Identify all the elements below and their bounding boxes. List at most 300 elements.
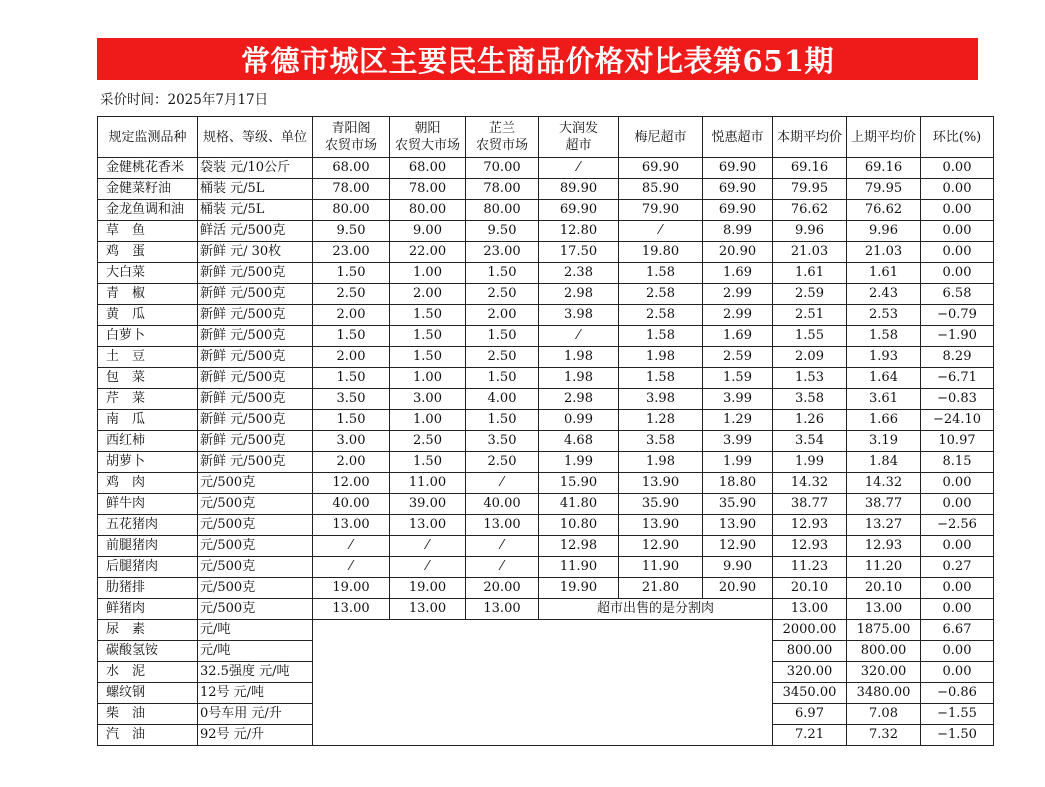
table-row <box>98 473 994 494</box>
price-cell: 2.98 <box>539 284 619 305</box>
price-cell: 3.50 <box>466 431 539 452</box>
price-cell: ⁄ <box>619 221 703 242</box>
item-name: 水 泥 <box>98 662 198 683</box>
item-spec: 鲜活 元/500克 <box>198 221 313 242</box>
table-row <box>98 242 994 263</box>
price-cell: 1.50 <box>390 305 466 326</box>
price-cell: 9.90 <box>703 557 773 578</box>
price-cell: 1.50 <box>466 410 539 431</box>
price-cell: 10.80 <box>539 515 619 536</box>
avg-now-cell: 320.00 <box>773 662 847 683</box>
item-name: 南 瓜 <box>98 410 198 431</box>
avg-now-cell: 20.10 <box>773 578 847 599</box>
price-cell: ⁄ <box>313 557 390 578</box>
header-spec: 规格、等级、单位 <box>198 117 313 158</box>
price-cell: 1.69 <box>703 326 773 347</box>
item-spec: 元/500克 <box>198 515 313 536</box>
price-cell: 2.58 <box>619 305 703 326</box>
avg-prev-cell: 2.53 <box>847 305 921 326</box>
item-name: 肋猪排 <box>98 578 198 599</box>
item-spec: 新鲜 元/500克 <box>198 326 313 347</box>
price-cell: 13.00 <box>466 599 539 620</box>
item-spec: 桶装 元/5L <box>198 179 313 200</box>
item-name: 草 鱼 <box>98 221 198 242</box>
header-qingyangge: 青阳阁 农贸市场 <box>313 117 390 158</box>
avg-prev-cell: 20.10 <box>847 578 921 599</box>
price-cell: 11.90 <box>619 557 703 578</box>
avg-now-cell: 9.96 <box>773 221 847 242</box>
item-name: 后腿猪肉 <box>98 557 198 578</box>
avg-prev-cell: 3.61 <box>847 389 921 410</box>
price-cell: 40.00 <box>466 494 539 515</box>
price-cell: 12.80 <box>539 221 619 242</box>
table-row <box>98 599 994 620</box>
price-cell: 1.58 <box>619 326 703 347</box>
price-cell: 1.98 <box>619 452 703 473</box>
avg-now-cell: 1.53 <box>773 368 847 389</box>
table-row <box>98 410 994 431</box>
table-row <box>98 620 994 641</box>
price-cell: 1.99 <box>539 452 619 473</box>
price-cell: 20.00 <box>466 578 539 599</box>
avg-prev-cell: 7.32 <box>847 725 921 746</box>
price-cell: 80.00 <box>390 200 466 221</box>
item-spec: 元/吨 <box>198 620 313 641</box>
item-name: 鸡 蛋 <box>98 242 198 263</box>
price-cell: 1.00 <box>390 263 466 284</box>
price-cell: 12.90 <box>619 536 703 557</box>
item-name: 黄 瓜 <box>98 305 198 326</box>
table-row <box>98 284 994 305</box>
table-row <box>98 578 994 599</box>
price-cell: 3.98 <box>619 389 703 410</box>
empty-market-block <box>313 620 773 746</box>
table-row <box>98 431 994 452</box>
price-cell: 11.00 <box>390 473 466 494</box>
change-cell: 0.00 <box>921 662 994 683</box>
avg-now-cell: 6.97 <box>773 704 847 725</box>
change-cell: 0.00 <box>921 599 994 620</box>
price-cell: ⁄ <box>539 158 619 179</box>
table-row <box>98 326 994 347</box>
price-cell: 19.80 <box>619 242 703 263</box>
price-cell: 2.00 <box>390 284 466 305</box>
price-cell: 78.00 <box>466 179 539 200</box>
price-cell: 3.50 <box>313 389 390 410</box>
table-row <box>98 263 994 284</box>
report-title-banner <box>97 38 978 80</box>
avg-prev-cell: 13.00 <box>847 599 921 620</box>
table-row <box>98 557 994 578</box>
price-cell: 19.00 <box>313 578 390 599</box>
price-cell: 2.50 <box>390 431 466 452</box>
price-cell: 4.68 <box>539 431 619 452</box>
price-cell: 23.00 <box>466 242 539 263</box>
item-name: 汽 油 <box>98 725 198 746</box>
table-row <box>98 179 994 200</box>
avg-now-cell: 21.03 <box>773 242 847 263</box>
item-spec: 元/500克 <box>198 536 313 557</box>
item-spec: 元/吨 <box>198 641 313 662</box>
price-cell: 18.80 <box>703 473 773 494</box>
avg-now-cell: 38.77 <box>773 494 847 515</box>
price-cell: 1.99 <box>703 452 773 473</box>
avg-now-cell: 11.23 <box>773 557 847 578</box>
item-spec: 新鲜 元/ 30枚 <box>198 242 313 263</box>
price-cell: 1.50 <box>313 410 390 431</box>
price-cell: 13.00 <box>390 599 466 620</box>
item-name: 鸡 肉 <box>98 473 198 494</box>
price-cell: 78.00 <box>313 179 390 200</box>
price-cell: 1.29 <box>703 410 773 431</box>
avg-prev-cell: 1.58 <box>847 326 921 347</box>
change-cell: 0.00 <box>921 473 994 494</box>
price-cell: 13.00 <box>390 515 466 536</box>
price-cell: 3.00 <box>313 431 390 452</box>
price-cell: ⁄ <box>466 536 539 557</box>
price-cell: 13.90 <box>703 515 773 536</box>
price-cell: 1.98 <box>619 347 703 368</box>
table-row <box>98 158 994 179</box>
price-cell: 2.50 <box>466 347 539 368</box>
item-spec: 元/500克 <box>198 578 313 599</box>
price-cell: 69.90 <box>539 200 619 221</box>
item-name: 碳酸氢铵 <box>98 641 198 662</box>
item-spec: 桶装 元/5L <box>198 200 313 221</box>
price-cell: 1.28 <box>619 410 703 431</box>
price-cell: 2.00 <box>466 305 539 326</box>
change-cell: 0.00 <box>921 200 994 221</box>
item-name: 青 椒 <box>98 284 198 305</box>
price-cell: 11.90 <box>539 557 619 578</box>
item-name: 五花猪肉 <box>98 515 198 536</box>
price-cell: 9.50 <box>466 221 539 242</box>
header-darunfa: 大润发 超市 <box>539 117 619 158</box>
item-name: 大白菜 <box>98 263 198 284</box>
change-cell: 8.29 <box>921 347 994 368</box>
price-cell: 1.50 <box>313 368 390 389</box>
price-cell: ⁄ <box>390 557 466 578</box>
avg-prev-cell: 7.08 <box>847 704 921 725</box>
change-cell: 0.27 <box>921 557 994 578</box>
item-name: 土 豆 <box>98 347 198 368</box>
avg-now-cell: 1.99 <box>773 452 847 473</box>
price-cell: 1.59 <box>703 368 773 389</box>
avg-prev-cell: 12.93 <box>847 536 921 557</box>
price-cell: 22.00 <box>390 242 466 263</box>
item-spec: 12号 元/吨 <box>198 683 313 704</box>
price-cell: 39.00 <box>390 494 466 515</box>
header-change: 环比(%) <box>921 117 994 158</box>
item-name: 金健桃花香米 <box>98 158 198 179</box>
price-cell: 1.50 <box>466 263 539 284</box>
item-name: 芹 菜 <box>98 389 198 410</box>
item-spec: 新鲜 元/500克 <box>198 347 313 368</box>
price-cell: 2.99 <box>703 305 773 326</box>
price-cell: 2.38 <box>539 263 619 284</box>
price-cell: 69.90 <box>703 158 773 179</box>
table-row <box>98 389 994 410</box>
avg-prev-cell: 1.93 <box>847 347 921 368</box>
price-cell: ⁄ <box>466 473 539 494</box>
avg-now-cell: 13.00 <box>773 599 847 620</box>
price-cell: 23.00 <box>313 242 390 263</box>
table-row <box>98 515 994 536</box>
price-cell: 19.90 <box>539 578 619 599</box>
header-avg-prev: 上期平均价 <box>847 117 921 158</box>
price-cell: 80.00 <box>313 200 390 221</box>
price-cell: 1.50 <box>466 368 539 389</box>
change-cell: −1.90 <box>921 326 994 347</box>
price-cell: 20.90 <box>703 578 773 599</box>
item-name: 鲜牛肉 <box>98 494 198 515</box>
avg-now-cell: 3.58 <box>773 389 847 410</box>
item-spec: 新鲜 元/500克 <box>198 284 313 305</box>
price-cell: 2.00 <box>313 305 390 326</box>
change-cell: 8.15 <box>921 452 994 473</box>
item-spec: 92号 元/升 <box>198 725 313 746</box>
avg-prev-cell: 79.95 <box>847 179 921 200</box>
avg-prev-cell: 1.61 <box>847 263 921 284</box>
header-chaoyang: 朝阳 农贸大市场 <box>390 117 466 158</box>
table-row <box>98 200 994 221</box>
avg-prev-cell: 76.62 <box>847 200 921 221</box>
price-cell: 13.00 <box>313 515 390 536</box>
price-cell: 4.00 <box>466 389 539 410</box>
avg-now-cell: 2.09 <box>773 347 847 368</box>
avg-now-cell: 2000.00 <box>773 620 847 641</box>
avg-now-cell: 76.62 <box>773 200 847 221</box>
price-cell: 3.00 <box>390 389 466 410</box>
survey-date: 采价时间：2025年7月17日 <box>100 92 269 108</box>
price-cell: 13.90 <box>619 473 703 494</box>
price-cell: 13.00 <box>466 515 539 536</box>
item-name: 胡萝卜 <box>98 452 198 473</box>
avg-prev-cell: 9.96 <box>847 221 921 242</box>
item-spec: 新鲜 元/500克 <box>198 410 313 431</box>
avg-prev-cell: 1.64 <box>847 368 921 389</box>
item-name: 包 菜 <box>98 368 198 389</box>
avg-prev-cell: 13.27 <box>847 515 921 536</box>
change-cell: −1.50 <box>921 725 994 746</box>
price-cell: 2.98 <box>539 389 619 410</box>
avg-prev-cell: 1.84 <box>847 452 921 473</box>
price-cell: 2.99 <box>703 284 773 305</box>
avg-prev-cell: 320.00 <box>847 662 921 683</box>
price-cell: 68.00 <box>313 158 390 179</box>
price-cell: 9.00 <box>390 221 466 242</box>
price-cell: 70.00 <box>466 158 539 179</box>
avg-now-cell: 12.93 <box>773 515 847 536</box>
avg-now-cell: 12.93 <box>773 536 847 557</box>
item-spec: 新鲜 元/500克 <box>198 263 313 284</box>
price-comparison-table <box>97 116 994 746</box>
price-cell: 1.50 <box>390 452 466 473</box>
price-cell: 89.90 <box>539 179 619 200</box>
price-cell: 69.90 <box>619 158 703 179</box>
price-cell: 2.50 <box>466 284 539 305</box>
change-cell: 0.00 <box>921 221 994 242</box>
avg-now-cell: 3.54 <box>773 431 847 452</box>
avg-now-cell: 1.61 <box>773 263 847 284</box>
price-cell: 12.98 <box>539 536 619 557</box>
item-name: 金龙鱼调和油 <box>98 200 198 221</box>
change-cell: 6.58 <box>921 284 994 305</box>
change-cell: 0.00 <box>921 179 994 200</box>
price-cell: 12.90 <box>703 536 773 557</box>
price-cell: 1.00 <box>390 368 466 389</box>
avg-now-cell: 1.55 <box>773 326 847 347</box>
header-meini: 梅尼超市 <box>619 117 703 158</box>
item-name: 金健菜籽油 <box>98 179 198 200</box>
price-cell: 2.50 <box>313 284 390 305</box>
change-cell: 0.00 <box>921 242 994 263</box>
table-row <box>98 368 994 389</box>
table-row <box>98 536 994 557</box>
item-name: 前腿猪肉 <box>98 536 198 557</box>
header-zhilan: 芷兰 农贸市场 <box>466 117 539 158</box>
change-cell: 0.00 <box>921 158 994 179</box>
item-spec: 元/500克 <box>198 473 313 494</box>
item-spec: 元/500克 <box>198 599 313 620</box>
header-item: 规定监测品种 <box>98 117 198 158</box>
price-cell: ⁄ <box>539 326 619 347</box>
avg-prev-cell: 3.19 <box>847 431 921 452</box>
price-cell: 8.99 <box>703 221 773 242</box>
price-cell: 3.99 <box>703 389 773 410</box>
price-cell: 1.50 <box>313 263 390 284</box>
item-spec: 新鲜 元/500克 <box>198 368 313 389</box>
price-cell: 1.50 <box>390 326 466 347</box>
price-cell: 1.98 <box>539 347 619 368</box>
table-row <box>98 494 994 515</box>
price-cell: 0.99 <box>539 410 619 431</box>
table-row <box>98 452 994 473</box>
price-cell: 13.00 <box>313 599 390 620</box>
avg-now-cell: 14.32 <box>773 473 847 494</box>
avg-prev-cell: 69.16 <box>847 158 921 179</box>
change-cell: 0.00 <box>921 263 994 284</box>
avg-now-cell: 69.16 <box>773 158 847 179</box>
price-cell: 1.98 <box>539 368 619 389</box>
avg-now-cell: 3450.00 <box>773 683 847 704</box>
price-cell: 2.58 <box>619 284 703 305</box>
avg-prev-cell: 3480.00 <box>847 683 921 704</box>
price-cell: 2.59 <box>703 347 773 368</box>
avg-now-cell: 800.00 <box>773 641 847 662</box>
avg-prev-cell: 38.77 <box>847 494 921 515</box>
price-cell: 1.00 <box>390 410 466 431</box>
price-cell: 2.00 <box>313 452 390 473</box>
avg-now-cell: 7.21 <box>773 725 847 746</box>
table-row <box>98 305 994 326</box>
price-cell: 78.00 <box>390 179 466 200</box>
avg-now-cell: 1.26 <box>773 410 847 431</box>
change-cell: 0.00 <box>921 641 994 662</box>
header-avg-now: 本期平均价 <box>773 117 847 158</box>
item-spec: 32.5强度 元/吨 <box>198 662 313 683</box>
price-cell: 85.90 <box>619 179 703 200</box>
item-name: 白萝卜 <box>98 326 198 347</box>
avg-prev-cell: 1875.00 <box>847 620 921 641</box>
change-cell: 0.00 <box>921 494 994 515</box>
price-cell: 9.50 <box>313 221 390 242</box>
avg-prev-cell: 21.03 <box>847 242 921 263</box>
price-cell: 17.50 <box>539 242 619 263</box>
price-cell: 13.90 <box>619 515 703 536</box>
price-cell: 2.50 <box>466 452 539 473</box>
supermarket-note: 超市出售的是分割肉 <box>539 599 773 620</box>
change-cell: −2.56 <box>921 515 994 536</box>
price-cell: 41.80 <box>539 494 619 515</box>
price-cell: 3.99 <box>703 431 773 452</box>
price-cell: 35.90 <box>619 494 703 515</box>
change-cell: −0.79 <box>921 305 994 326</box>
change-cell: −0.83 <box>921 389 994 410</box>
price-cell: 19.00 <box>390 578 466 599</box>
price-cell: 2.00 <box>313 347 390 368</box>
price-cell: 1.50 <box>313 326 390 347</box>
avg-now-cell: 79.95 <box>773 179 847 200</box>
header-yuehui: 悦惠超市 <box>703 117 773 158</box>
price-cell: 12.00 <box>313 473 390 494</box>
item-spec: 0号车用 元/升 <box>198 704 313 725</box>
price-cell: 3.58 <box>619 431 703 452</box>
item-name: 鲜猪肉 <box>98 599 198 620</box>
price-cell: 1.58 <box>619 263 703 284</box>
item-spec: 袋装 元/10公斤 <box>198 158 313 179</box>
table-row <box>98 221 994 242</box>
change-cell: −0.86 <box>921 683 994 704</box>
price-cell: ⁄ <box>466 557 539 578</box>
avg-prev-cell: 11.20 <box>847 557 921 578</box>
price-cell: 80.00 <box>466 200 539 221</box>
avg-prev-cell: 14.32 <box>847 473 921 494</box>
change-cell: 0.00 <box>921 536 994 557</box>
avg-prev-cell: 1.66 <box>847 410 921 431</box>
item-spec: 新鲜 元/500克 <box>198 389 313 410</box>
price-cell: 69.90 <box>703 179 773 200</box>
avg-now-cell: 2.59 <box>773 284 847 305</box>
change-cell: −6.71 <box>921 368 994 389</box>
change-cell: −24.10 <box>921 410 994 431</box>
item-spec: 新鲜 元/500克 <box>198 305 313 326</box>
item-spec: 元/500克 <box>198 557 313 578</box>
avg-now-cell: 2.51 <box>773 305 847 326</box>
report-title: 常德市城区主要民生商品价格对比表第651期 <box>240 43 835 78</box>
price-cell: 68.00 <box>390 158 466 179</box>
item-name: 柴 油 <box>98 704 198 725</box>
avg-prev-cell: 2.43 <box>847 284 921 305</box>
price-cell: 15.90 <box>539 473 619 494</box>
item-spec: 新鲜 元/500克 <box>198 431 313 452</box>
price-cell: 3.98 <box>539 305 619 326</box>
change-cell: 10.97 <box>921 431 994 452</box>
change-cell: −1.55 <box>921 704 994 725</box>
item-spec: 新鲜 元/500克 <box>198 452 313 473</box>
price-cell: 79.90 <box>619 200 703 221</box>
price-cell: 35.90 <box>703 494 773 515</box>
price-cell: 21.80 <box>619 578 703 599</box>
avg-prev-cell: 800.00 <box>847 641 921 662</box>
price-cell: 1.50 <box>466 326 539 347</box>
table-row <box>98 347 994 368</box>
item-name: 西红柿 <box>98 431 198 452</box>
change-cell: 6.67 <box>921 620 994 641</box>
price-cell: 1.58 <box>619 368 703 389</box>
price-cell: 1.50 <box>390 347 466 368</box>
price-cell: 1.69 <box>703 263 773 284</box>
